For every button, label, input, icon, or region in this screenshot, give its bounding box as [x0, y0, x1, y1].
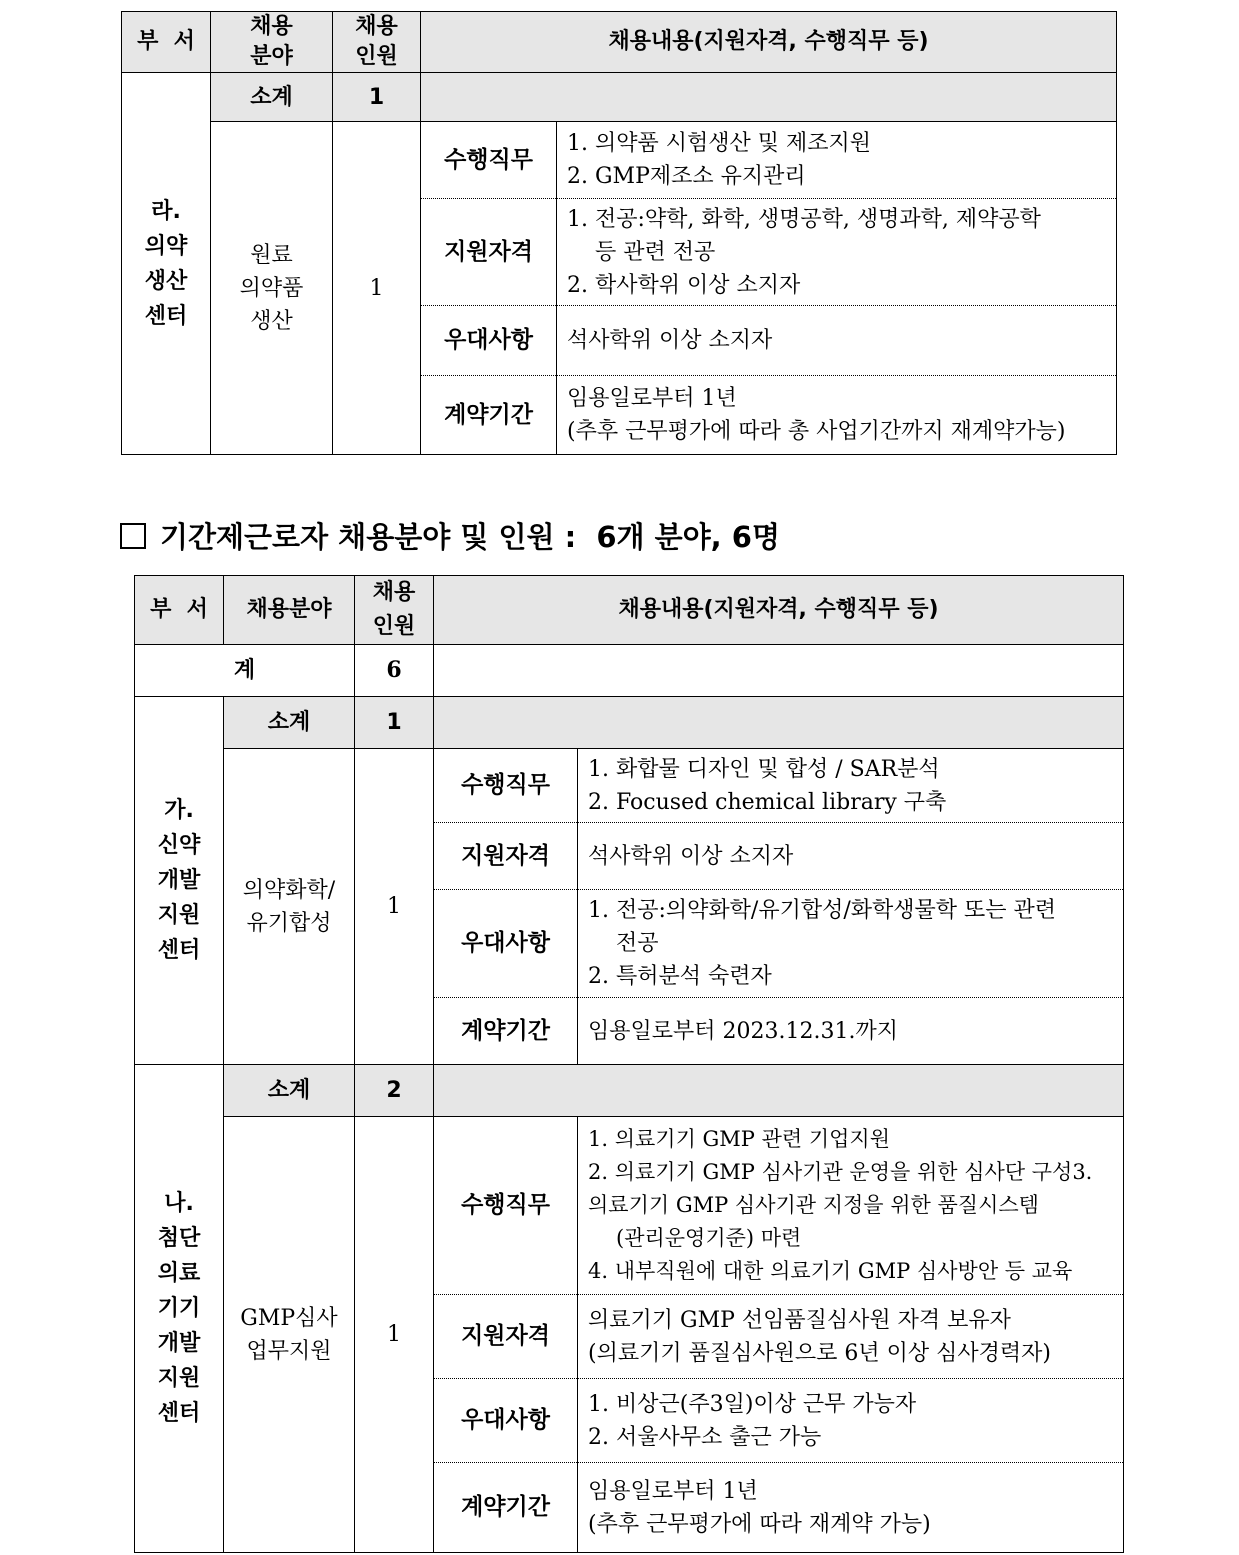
row-label-qualification: 지원자격	[434, 1295, 578, 1379]
row-label-preference: 우대사항	[434, 890, 578, 998]
content-line: 석사학위 이상 소지자	[588, 843, 794, 869]
row-content-qualification	[557, 199, 1117, 306]
header-count: 채용 인원	[333, 12, 421, 73]
content-line: (의료기기 품질심사원으로 6년 이상 심사경력자)	[588, 1340, 1051, 1366]
table-drug-production	[121, 11, 1117, 455]
section-title	[120, 515, 780, 556]
content-line: (관리운영기준) 마련	[616, 1226, 802, 1250]
header-content: 채용내용(지원자격, 수행직무 등)	[421, 12, 1117, 73]
content-line: 전공	[616, 931, 659, 956]
content-line: 임용일로부터 1년	[588, 1478, 758, 1504]
header-field: 채용분야	[224, 576, 355, 645]
subtotal-blank	[421, 73, 1117, 122]
row-content-qualification	[578, 823, 1124, 890]
content-line: 의료기기 GMP 선임품질심사원 자격 보유자	[588, 1307, 1011, 1333]
field-cell: 의약화학/ 유기합성	[224, 749, 355, 1065]
content-line: 등 관련 전공	[595, 239, 716, 265]
count-cell: 1	[355, 1117, 434, 1553]
row-content-duty	[578, 1117, 1124, 1295]
content-line: 2. GMP제조소 유지관리	[567, 164, 806, 189]
content-line: 1. 비상근(주3일)이상 근무 가능자	[588, 1391, 917, 1417]
subtotal-blank	[434, 1065, 1124, 1117]
row-content-qualification	[578, 1295, 1124, 1379]
header-dept: 부 서	[122, 12, 211, 73]
checkbox-square-icon	[120, 523, 146, 549]
subtotal-label: 소계	[224, 1065, 355, 1117]
row-label-duty: 수행직무	[421, 122, 557, 199]
content-line: 임용일로부터 1년	[567, 386, 737, 411]
count-cell: 1	[333, 122, 421, 455]
content-line: 2. 의료기기 GMP 심사기관 운영을 위한 심사단 구성3.	[588, 1160, 1093, 1184]
subtotal-value: 2	[355, 1065, 434, 1117]
row-label-contract: 계약기간	[421, 376, 557, 455]
total-value: 6	[355, 645, 434, 697]
row-content-duty	[578, 749, 1124, 823]
row-label-preference: 우대사항	[421, 306, 557, 376]
content-line: (추후 근무평가에 따라 총 사업기간까지 재계약가능)	[567, 419, 1066, 444]
row-label-duty: 수행직무	[434, 1117, 578, 1295]
dept-cell: 라. 의약 생산 센터	[122, 73, 211, 455]
header-count: 채용 인원	[355, 576, 434, 645]
subtotal-value: 1	[333, 73, 421, 122]
header-content: 채용내용(지원자격, 수행직무 등)	[434, 576, 1124, 645]
row-label-duty: 수행직무	[434, 749, 578, 823]
total-label: 계	[135, 645, 355, 697]
content-line: 1. 전공:의약화학/유기합성/화학생물학 또는 관련	[588, 898, 1056, 923]
subtotal-blank	[434, 697, 1124, 749]
content-line: 1. 전공:약학, 화학, 생명공학, 생명과학, 제약공학	[567, 206, 1041, 232]
subtotal-label: 소계	[211, 73, 333, 122]
content-line: 2. 학사학위 이상 소지자	[567, 272, 801, 298]
row-content-contract	[578, 998, 1124, 1065]
header-dept: 부 서	[135, 576, 224, 645]
count-cell: 1	[355, 749, 434, 1065]
content-line: 1. 의약품 시험생산 및 제조지원	[567, 131, 871, 156]
row-content-contract	[557, 376, 1117, 455]
content-line: 2. Focused chemical library 구축	[588, 789, 947, 815]
row-content-contract	[578, 1463, 1124, 1553]
table-fixed-term-workers	[134, 575, 1124, 1553]
content-line: 2. 특허분석 숙련자	[588, 964, 772, 989]
section-title-text: 기간제근로자 채용분야 및 인원 : 6개 분야, 6명	[160, 520, 780, 554]
row-label-preference: 우대사항	[434, 1379, 578, 1463]
row-content-preference	[578, 1379, 1124, 1463]
content-line: 1. 화합물 디자인 및 합성 / SAR분석	[588, 756, 940, 782]
content-line: 4. 내부직원에 대한 의료기기 GMP 심사방안 등 교육	[588, 1259, 1073, 1283]
row-content-preference	[578, 890, 1124, 998]
total-blank	[434, 645, 1124, 697]
content-line: 2. 서울사무소 출근 가능	[588, 1424, 822, 1450]
dept-cell: 나. 첨단 의료 기기 개발 지원 센터	[135, 1065, 224, 1553]
content-line: 석사학위 이상 소지자	[567, 328, 773, 353]
field-cell: 원료 의약품 생산	[211, 122, 333, 455]
row-label-qualification: 지원자격	[434, 823, 578, 890]
content-line: 임용일로부터 2023.12.31.까지	[588, 1018, 898, 1044]
row-label-qualification: 지원자격	[421, 199, 557, 306]
row-label-contract: 계약기간	[434, 1463, 578, 1553]
subtotal-value: 1	[355, 697, 434, 749]
row-content-preference	[557, 306, 1117, 376]
content-line: (추후 근무평가에 따라 재계약 가능)	[588, 1511, 931, 1537]
dept-cell: 가. 신약 개발 지원 센터	[135, 697, 224, 1065]
subtotal-label: 소계	[224, 697, 355, 749]
content-line: 의료기기 GMP 심사기관 지정을 위한 품질시스템	[588, 1193, 1039, 1217]
row-label-contract: 계약기간	[434, 998, 578, 1065]
row-content-duty	[557, 122, 1117, 199]
field-cell: GMP심사 업무지원	[224, 1117, 355, 1553]
content-line: 1. 의료기기 GMP 관련 기업지원	[588, 1127, 891, 1151]
header-field: 채용 분야	[211, 12, 333, 73]
